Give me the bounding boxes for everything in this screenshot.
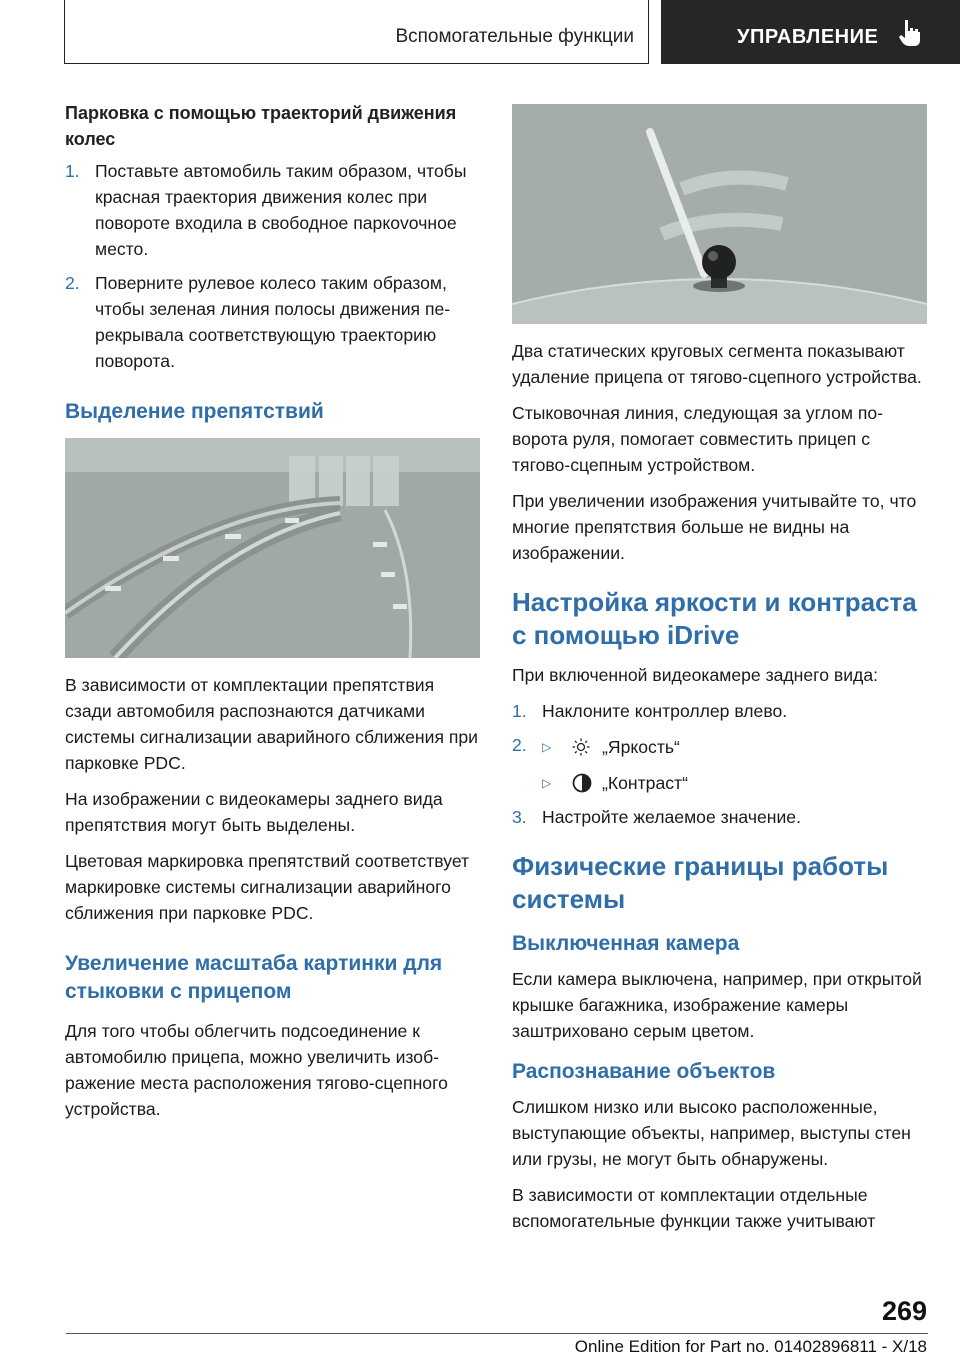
step-number: 3. — [512, 807, 527, 827]
step-text: Настройте желаемое значение. — [542, 807, 801, 827]
paragraph: На изображении с видеокамеры заднего вида препятствия могут быть выделены. — [65, 789, 443, 835]
edition-info: Online Edition for Part no. 01402896811 - X/18 — [574, 1337, 927, 1356]
paragraph: Для того чтобы облегчить подсоединение к автомобилю прицепа, можно увеличить изображение места расположения тягово-сцепного устройства. — [65, 1021, 448, 1119]
paragraph: В зависимости от комплектации препятствия сзади автомобиля распознаются датчиками системы сигнализации аварийного сближения при парковке PDC. — [65, 675, 478, 773]
list-item — [512, 698, 927, 724]
heading-obstacles: Выделение препятствий — [65, 400, 324, 423]
step-number: 2. — [65, 273, 80, 293]
right-column — [512, 100, 927, 1244]
page-header — [0, 0, 960, 66]
obstacles-camera-image — [65, 438, 480, 658]
heading-object-detection: Распознавание объектов — [512, 1060, 776, 1083]
brightness-steps-cont — [512, 804, 927, 830]
paragraph: В зависимости от комплектации отдельные вспомогательные функции также учитывают — [512, 1185, 876, 1231]
contrast-icon — [572, 770, 602, 796]
sun-icon — [572, 734, 602, 760]
heading-system-limits: Физические границы работы системы — [512, 851, 889, 914]
header-chapter-box — [661, 0, 960, 64]
footer-divider — [66, 1333, 928, 1334]
paragraph: Если камера выключена, например, при открытой крышке багажника, изображение камеры заштриховано серым цветом. — [512, 969, 922, 1041]
step-number: 1. — [512, 701, 527, 721]
list-item — [65, 158, 480, 262]
header-section-box — [64, 0, 649, 64]
paragraph: Стыковочная линия, следующая за углом поворота руля, помогает совместить прицеп с тягово-сцепным устройством. — [512, 403, 884, 475]
paragraph: Слишком низко или высоко расположенные, выступающие объекты, например, выступы стен или грузы, не могут быть обнаружены. — [512, 1097, 911, 1169]
left-column — [65, 100, 480, 1132]
paragraph: При включенной видеокамере заднего вида: — [512, 665, 878, 685]
header-chapter-title: УПРАВЛЕНИЕ — [737, 26, 879, 48]
menu-brightness-label: „Яркость“ — [602, 737, 680, 757]
page-number: 269 — [881, 1296, 927, 1326]
trailer-hitch-camera-image — [512, 104, 927, 324]
menu-contrast-label: „Контраст“ — [602, 773, 688, 793]
step-text: Поверните рулевое колесо таким образом, чтобы зеленая линия полосы движения перекрывала соответствующую траекторию поворота. — [95, 273, 451, 371]
paragraph: Цветовая маркировка препятствий соответствует маркировке системы сигнализации аварийного сближения при парковке PDC. — [65, 851, 470, 923]
step-number: 2. — [512, 735, 527, 755]
paragraph: Два статических круговых сегмента показывают удаление прицепа от тягово-сцепного устройства. — [512, 341, 922, 387]
heading-zoom-trailer: Увеличение масштаба картинки для стыковки с прицепом — [65, 952, 443, 1003]
sub-step — [542, 770, 927, 796]
list-item — [65, 270, 480, 374]
list-item — [512, 804, 927, 830]
step-text: Наклоните контроллер влево. — [542, 701, 788, 721]
triangle-bullet-icon: ▷ — [542, 740, 552, 754]
heading-parking-trajectories: Парковка с помощью траекторий движения колес — [65, 103, 457, 149]
paragraph: При увеличении изображения учитывайте то, что многие препятствия больше не видны на изображении. — [512, 491, 917, 563]
heading-camera-off: Выключенная камера — [512, 932, 740, 955]
step-number: 1. — [65, 161, 80, 181]
header-section-title: Вспомогательные функции — [395, 26, 634, 47]
triangle-bullet-icon: ▷ — [542, 776, 552, 790]
heading-brightness-contrast: Настройка яркости и контраста с помощью iDrive — [512, 587, 917, 650]
hand-pointer-icon — [897, 18, 923, 48]
step-text: Поставьте автомобиль таким образом, чтобы красная траектория движения колес при повороте входила в свободное паркоvочное место. — [95, 161, 467, 259]
brightness-steps — [512, 698, 927, 760]
list-item — [512, 732, 927, 760]
parking-steps — [65, 158, 480, 374]
